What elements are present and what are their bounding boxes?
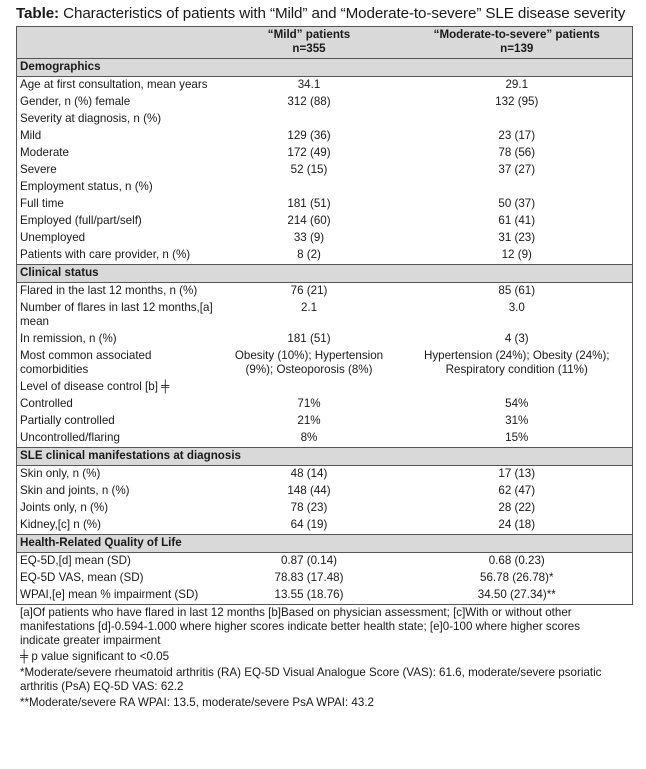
moderate-value: 132 (95) (495, 95, 539, 108)
header-moderate (402, 27, 633, 59)
row-label: Skin only, n (%) (20, 467, 101, 480)
moderate-value: 12 (9) (501, 248, 532, 261)
row-label: Number of flares in last 12 months,[a] mean (20, 301, 213, 328)
table-row (17, 348, 633, 379)
table-row (17, 396, 633, 413)
mild-value: 129 (36) (287, 129, 331, 142)
moderate-value: 61 (41) (498, 214, 536, 227)
mild-value: 312 (88) (287, 95, 331, 108)
mild-value (217, 379, 402, 396)
moderate-value: 34.50 (27.34)** (477, 588, 556, 601)
moderate-value: 50 (37) (498, 197, 536, 210)
row-label: Severe (20, 163, 57, 176)
row-label: Most common associated comorbidities (20, 349, 152, 376)
table-row (17, 500, 633, 517)
mild-value: 172 (49) (287, 146, 331, 159)
row-label: In remission, n (%) (20, 332, 117, 345)
mild-value: 21% (297, 414, 321, 427)
table-title-text: Characteristics of patients with “Mild” and “Moderate-to-severe” SLE disease severity (59, 5, 626, 22)
header-label (17, 27, 217, 59)
table-row (17, 94, 633, 111)
mild-value: 0.87 (0.14) (280, 554, 338, 567)
moderate-value: 3.0 (508, 301, 525, 314)
section-title: SLE clinical manifestations at diagnosis (17, 448, 633, 466)
header-mild-name: “Mild” patients (267, 28, 351, 41)
header-mild-n: n=355 (292, 42, 326, 55)
mild-value: 33 (9) (293, 231, 325, 244)
table-row (17, 430, 633, 448)
table-title (16, 4, 632, 23)
row-label: Uncontrolled/flaring (20, 431, 120, 444)
table-row (17, 331, 633, 348)
mild-value: 214 (60) (287, 214, 331, 227)
moderate-value: 54% (505, 397, 529, 410)
row-label: Kidney,[c] n (%) (20, 518, 101, 531)
table-row (17, 466, 633, 484)
section-header-row (17, 535, 633, 553)
row-label: Full time (20, 197, 64, 210)
footnote: *Moderate/severe rheumatoid arthritis (RA) EQ-5D Visual Analogue Score (VAS): 61.6, moderate/severe psoriatic arthritis (PsA) EQ-5D VAS: 62.2 (20, 666, 602, 693)
moderate-value: Hypertension (24%); Obesity (24%); Respiratory condition (11%) (423, 349, 610, 376)
table-body (17, 59, 633, 605)
row-label: WPAI,[e] mean % impairment (SD) (20, 588, 199, 601)
table-row (17, 213, 633, 230)
table-row (17, 587, 633, 605)
table-row (17, 379, 633, 396)
moderate-value: 15% (505, 431, 529, 444)
table-row (17, 77, 633, 95)
characteristics-table (16, 26, 633, 605)
table-row (17, 162, 633, 179)
header-moderate-name: “Moderate-to-severe” patients (433, 28, 600, 41)
moderate-value: 37 (27) (498, 163, 536, 176)
table-row (17, 179, 633, 196)
mild-value: 8% (300, 431, 318, 444)
moderate-value: 17 (13) (498, 467, 536, 480)
mild-value (217, 111, 402, 128)
row-label: Partially controlled (20, 414, 115, 427)
row-label: Moderate (20, 146, 69, 159)
footnote: [a]Of patients who have flared in last 12 months [b]Based on physician assessment; [c]With or without other manifestations [d]-0.594-1.000 where higher scores indicate better health state; [e]0-100 where higher scores indicate greater impairment (20, 606, 581, 647)
footnote: **Moderate/severe RA WPAI: 13.5, moderate/severe PsA WPAI: 43.2 (20, 696, 374, 709)
moderate-value (402, 379, 633, 396)
mild-value: 2.1 (300, 301, 318, 314)
mild-value: Obesity (10%); Hypertension (9%); Osteoporosis (8%) (234, 349, 384, 376)
moderate-value: 0.68 (0.23) (488, 554, 545, 567)
row-label: Severity at diagnosis, n (%) (20, 112, 162, 125)
row-label: Patients with care provider, n (%) (20, 248, 191, 261)
moderate-value: 28 (22) (498, 501, 536, 514)
section-header-row (17, 448, 633, 466)
moderate-value: 23 (17) (498, 129, 536, 142)
moderate-value: 56.78 (26.78)* (480, 571, 554, 584)
header-mild (217, 27, 402, 59)
table-row (17, 553, 633, 571)
mild-value: 34.1 (297, 78, 321, 91)
footnote: ╪ p value significant to <0.05 (20, 650, 170, 663)
moderate-value: 31% (505, 414, 529, 427)
row-label: Age at first consultation, mean years (20, 78, 208, 91)
row-label: Mild (20, 129, 42, 142)
mild-value: 8 (2) (297, 248, 321, 261)
moderate-value: 31 (23) (498, 231, 536, 244)
row-label: Employed (full/part/self) (20, 214, 142, 227)
header-moderate-n: n=139 (500, 42, 534, 55)
mild-value: 78 (23) (290, 501, 328, 514)
table-row (17, 230, 633, 247)
footnotes (16, 606, 612, 710)
table-row (17, 517, 633, 535)
row-label: Flared in the last 12 months, n (%) (20, 284, 198, 297)
table-row (17, 128, 633, 145)
table-row (17, 196, 633, 213)
moderate-value: 85 (61) (498, 284, 536, 297)
table-row (17, 413, 633, 430)
moderate-value (402, 179, 633, 196)
table-row (17, 111, 633, 128)
row-label: Skin and joints, n (%) (20, 484, 130, 497)
moderate-value: 4 (3) (504, 332, 529, 345)
row-label: Joints only, n (%) (20, 501, 109, 514)
moderate-value: 78 (56) (498, 146, 536, 159)
section-title: Health-Related Quality of Life (17, 535, 633, 553)
mild-value: 64 (19) (290, 518, 328, 531)
row-label: Level of disease control [b] ╪ (20, 380, 170, 393)
table-title-label: Table: (16, 5, 59, 22)
mild-value: 48 (14) (290, 467, 328, 480)
moderate-value: 24 (18) (498, 518, 536, 531)
table-row (17, 145, 633, 162)
mild-value: 181 (51) (287, 332, 331, 345)
section-title: Clinical status (17, 265, 633, 283)
row-label: Gender, n (%) female (20, 95, 131, 108)
row-label: EQ-5D,[d] mean (SD) (20, 554, 131, 567)
table-row (17, 483, 633, 500)
row-label: Unemployed (20, 231, 86, 244)
mild-value: 181 (51) (287, 197, 331, 210)
table-row (17, 300, 633, 331)
row-label: EQ-5D VAS, mean (SD) (20, 571, 144, 584)
mild-value: 76 (21) (290, 284, 328, 297)
mild-value: 71% (297, 397, 321, 410)
row-label: Employment status, n (%) (20, 180, 153, 193)
section-header-row (17, 265, 633, 283)
moderate-value: 29.1 (505, 78, 529, 91)
row-label: Controlled (20, 397, 73, 410)
moderate-value: 62 (47) (498, 484, 536, 497)
table-row (17, 570, 633, 587)
mild-value: 52 (15) (290, 163, 328, 176)
table-row (17, 283, 633, 301)
mild-value (217, 179, 402, 196)
moderate-value (402, 111, 633, 128)
header-row (17, 27, 633, 59)
table-row (17, 247, 633, 265)
mild-value: 148 (44) (287, 484, 331, 497)
section-header-row (17, 59, 633, 77)
mild-value: 13.55 (18.76) (274, 588, 344, 601)
section-title: Demographics (17, 59, 633, 77)
mild-value: 78.83 (17.48) (274, 571, 344, 584)
